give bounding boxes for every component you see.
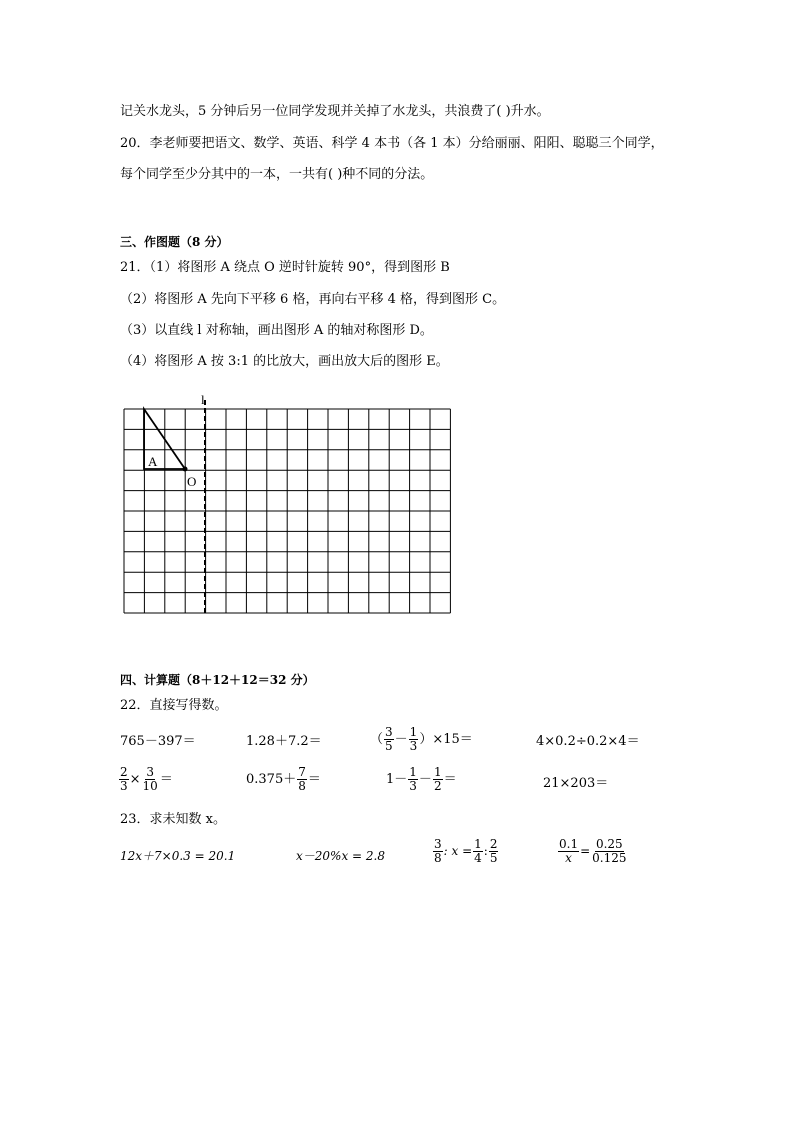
axis-l-label: l <box>201 392 205 407</box>
q19-tail-text: 记关水龙头，5 分钟后另一位同学发现并关掉了水龙头，共浪费了( )升水。 <box>120 104 550 119</box>
paren-close: ）×15＝ <box>419 732 473 747</box>
calc-r2c4: 21×203＝ <box>543 776 609 791</box>
drawing-grid <box>118 392 458 618</box>
numerator: 1 <box>409 725 418 739</box>
calc-r2c3 <box>386 766 457 793</box>
q23-prompt: 23．求未知数 x。 <box>120 812 227 827</box>
fraction <box>297 766 307 793</box>
numerator: 0.25 <box>595 837 623 851</box>
equation-1: 12x＋7×0.3 = 20.1 <box>120 849 236 863</box>
q22-prompt: 22．直接写得数。 <box>120 698 228 713</box>
operator: × <box>129 772 141 787</box>
equation-3 <box>432 838 499 865</box>
denominator: 3 <box>120 779 128 793</box>
term: 0.375＋ <box>246 772 297 787</box>
fraction <box>489 838 499 865</box>
numerator: 1 <box>433 765 442 779</box>
section-4-title: 四、计算题（8＋12＋12＝32 分） <box>120 673 315 687</box>
fraction <box>409 726 419 753</box>
operator: － <box>394 732 408 747</box>
term: 1－ <box>386 772 408 787</box>
fraction <box>433 838 443 865</box>
numerator: 3 <box>385 725 393 739</box>
fraction <box>558 838 579 865</box>
equals-sign: ＝ <box>159 772 173 787</box>
equation-middle: : x = <box>443 844 473 858</box>
numerator: 3 <box>146 765 154 779</box>
numerator: 1 <box>409 765 417 779</box>
q21-part-4: （4）将图形 A 按 3:1 的比放大，画出放大后的图形 E。 <box>120 354 449 369</box>
colon: : <box>483 844 488 858</box>
fraction <box>142 766 159 793</box>
operator: － <box>418 772 432 787</box>
point-o-dot <box>183 467 188 472</box>
numerator: 1 <box>474 837 482 851</box>
q20-line-1: 20．李老师要把语文、数学、英语、科学 4 本书（各 1 本）分给丽丽、阳阳、聪聪三个同学， <box>120 136 664 151</box>
denominator: 3 <box>409 779 417 793</box>
calc-r2c1 <box>118 766 173 793</box>
calc-r1c4: 4×0.2÷0.2×4＝ <box>536 734 640 749</box>
fraction <box>408 766 418 793</box>
fraction <box>473 838 483 865</box>
denominator: x <box>565 851 572 865</box>
fraction <box>119 766 129 793</box>
denominator: 8 <box>434 851 442 865</box>
denominator: 8 <box>298 779 306 793</box>
numerator: 3 <box>434 837 442 851</box>
q21-part-3: （3）以直线 l 对称轴，画出图形 A 的轴对称图形 D。 <box>120 323 433 338</box>
q21-part-1: 21．（1）将图形 A 绕点 O 逆时针旋转 90°，得到图形 B <box>120 260 450 275</box>
numerator: 2 <box>120 765 128 779</box>
section-3-title: 三、作图题（8 分） <box>120 235 229 249</box>
paren-open: （ <box>370 732 384 747</box>
denominator: 5 <box>385 739 393 753</box>
shape-a-label: A <box>148 454 158 469</box>
equals-sign: ＝ <box>307 772 321 787</box>
calc-r1c1: 765－397＝ <box>120 734 196 749</box>
numerator: 2 <box>489 837 498 851</box>
denominator: 3 <box>409 739 418 753</box>
denominator: 4 <box>474 851 482 865</box>
q21-part-2: （2）将图形 A 先向下平移 6 格，再向右平移 4 格，得到图形 C。 <box>120 292 506 307</box>
numerator: 0.1 <box>559 837 579 851</box>
numerator: 7 <box>298 765 306 779</box>
calc-r1c3 <box>370 726 473 753</box>
fraction <box>384 726 394 753</box>
denominator: 0.125 <box>592 851 627 865</box>
calc-r1c2: 1.28＋7.2＝ <box>246 734 322 749</box>
equation-2: x－20%x = 2.8 <box>296 849 385 863</box>
equation-4 <box>557 838 629 865</box>
fraction <box>591 838 627 865</box>
denominator: 10 <box>142 779 158 793</box>
q20-line-2: 每个同学至少分其中的一本，一共有( )种不同的分法。 <box>120 167 434 182</box>
equals-sign: ＝ <box>443 772 457 787</box>
point-o-label: O <box>187 474 197 489</box>
equals-sign: = <box>580 844 591 858</box>
fraction <box>433 766 443 793</box>
calc-r2c2 <box>246 766 321 793</box>
denominator: 2 <box>433 779 442 793</box>
denominator: 5 <box>489 851 498 865</box>
